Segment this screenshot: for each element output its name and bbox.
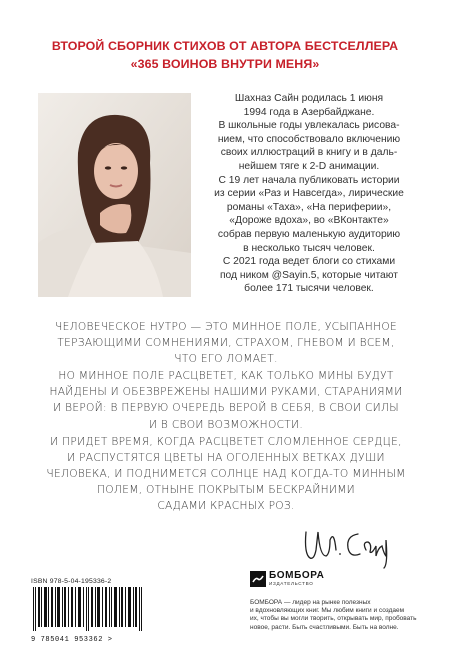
bio-line: в несколько тысяч человек. — [243, 242, 375, 254]
publisher-subtitle: ИЗДАТЕЛЬСТВО — [269, 581, 314, 586]
publisher-line: их, чтобы вы могли творить, открывать мир, пробовать — [250, 615, 417, 623]
author-signature — [300, 520, 395, 570]
poem-line: НО МИННОЕ ПОЛЕ РАСЦВЕТЕТ, КАК ТОЛЬКО МИНЫ БУДУТ — [58, 370, 394, 383]
bio-line: «Дороже вдоха», во «ВКонтакте» — [229, 215, 389, 227]
barcode-digits: 9 785041 953362 > — [31, 636, 113, 644]
bio-paragraph-2 — [195, 119, 423, 173]
publisher-line: и вдохновляющих книг. Мы любим книги и создаем — [250, 607, 405, 615]
barcode-image — [31, 587, 151, 631]
barcode-block — [31, 578, 181, 642]
poem-stanza-1 — [30, 319, 422, 367]
poem-line: ПОЛЕМ, ОТНЫНЕ ПОКРЫТЫМ БЕСКРАЙНИМИ — [97, 483, 355, 496]
poem-line: САДАМИ КРАСНЫХ РОЗ. — [157, 500, 295, 513]
bio-line: нием, что способствовало включению — [217, 133, 401, 145]
isbn-number: ISBN 978-5-04-195336-2 — [31, 578, 112, 585]
poem-line: ТЕРЗАЮЩИМИ СОМНЕНИЯМИ, СТРАХОМ, ГНЕВОМ И ВСЕМ, — [57, 337, 395, 350]
bio-paragraph-4 — [195, 255, 423, 296]
author-biography — [195, 92, 423, 296]
poem-line: ЧЕЛОВЕКА, И ПОДНИМЕТСЯ СОЛНЦЕ НАД КОГДА-ТО МИННЫМ — [46, 467, 406, 480]
bio-line: С 19 лет начала публиковать истории — [218, 174, 400, 186]
bio-line: С 2021 года ведет блоги со стихами — [222, 256, 396, 268]
bio-line: В школьные годы увлекалась рисова- — [218, 120, 400, 132]
poem-line: И РАСПУСТЯТСЯ ЦВЕТЫ НА ОГОЛЕННЫХ ВЕТКАХ ДУШИ — [67, 451, 385, 464]
author-portrait-image — [38, 93, 191, 297]
bombora-logo-icon — [250, 571, 266, 587]
bio-line: более 171 тысячи человек. — [244, 283, 374, 295]
poem-line: НАЙДЕНЫ И ОБЕЗВРЕЖЕНЫ НАШИМИ РУКАМИ, СТАРАНИЯМИ — [49, 386, 403, 399]
headline-line-1: ВТОРОЙ СБОРНИК СТИХОВ ОТ АВТОРА БЕСТСЕЛЛЕРА — [51, 39, 399, 53]
poem-line: ЧЕЛОВЕЧЕСКОЕ НУТРО — ЭТО МИННОЕ ПОЛЕ, УСЫПАННОЕ — [55, 321, 397, 333]
publisher-line: БОМБОРА — лидер на рынке полезных — [250, 599, 371, 606]
bio-line: 1994 года в Азербайджане. — [243, 106, 375, 118]
poem-line: И ВЕРОЙ: В ПЕРВУЮ ОЧЕРЕДЬ ВЕРОЙ В СЕБЯ, В СВОИ СИЛЫ — [53, 402, 399, 415]
bio-line: нейшем тяге к 2-D анимации. — [238, 160, 380, 172]
poem-line: И В СВОИ ВОЗМОЖНОСТИ. — [148, 418, 304, 431]
bio-line: своих иллюстраций в книгу и в даль- — [220, 147, 398, 159]
poem-line: И ПРИДЕТ ВРЕМЯ, КОГДА РАСЦВЕТЕТ СЛОМЛЕННОЕ СЕРДЦЕ, — [50, 435, 402, 448]
publisher-line: новое, расти. Быть счастливыми. Быть на волне. — [250, 623, 399, 631]
publisher-logo — [250, 571, 425, 587]
bio-line: под ником @Sayin.5, которые читают — [219, 269, 398, 281]
bio-paragraph-3 — [195, 174, 423, 256]
bio-paragraph-1 — [195, 92, 423, 119]
poem-stanza-2 — [30, 368, 422, 432]
publisher-block — [250, 571, 425, 632]
bio-line: из серии «Раз и Навсегда», лирические — [214, 188, 404, 200]
bio-line: Шахназ Сайн родилась 1 июня — [234, 93, 384, 104]
poem-stanza-3 — [30, 434, 422, 514]
bio-line: романы «Таха», «На периферии», — [226, 201, 392, 213]
back-cover-headline — [0, 37, 450, 73]
author-photo — [38, 93, 191, 297]
poem-text — [30, 319, 422, 515]
publisher-name: БОМБОРА — [269, 570, 325, 581]
poem-line: ЧТО ЕГО ЛОМАЕТ. — [174, 353, 278, 366]
publisher-description — [250, 599, 425, 632]
headline-line-2: «365 ВОИНОВ ВНУТРИ МЕНЯ» — [130, 57, 320, 71]
bio-line: собрав первую маленькую аудиторию — [217, 228, 401, 240]
